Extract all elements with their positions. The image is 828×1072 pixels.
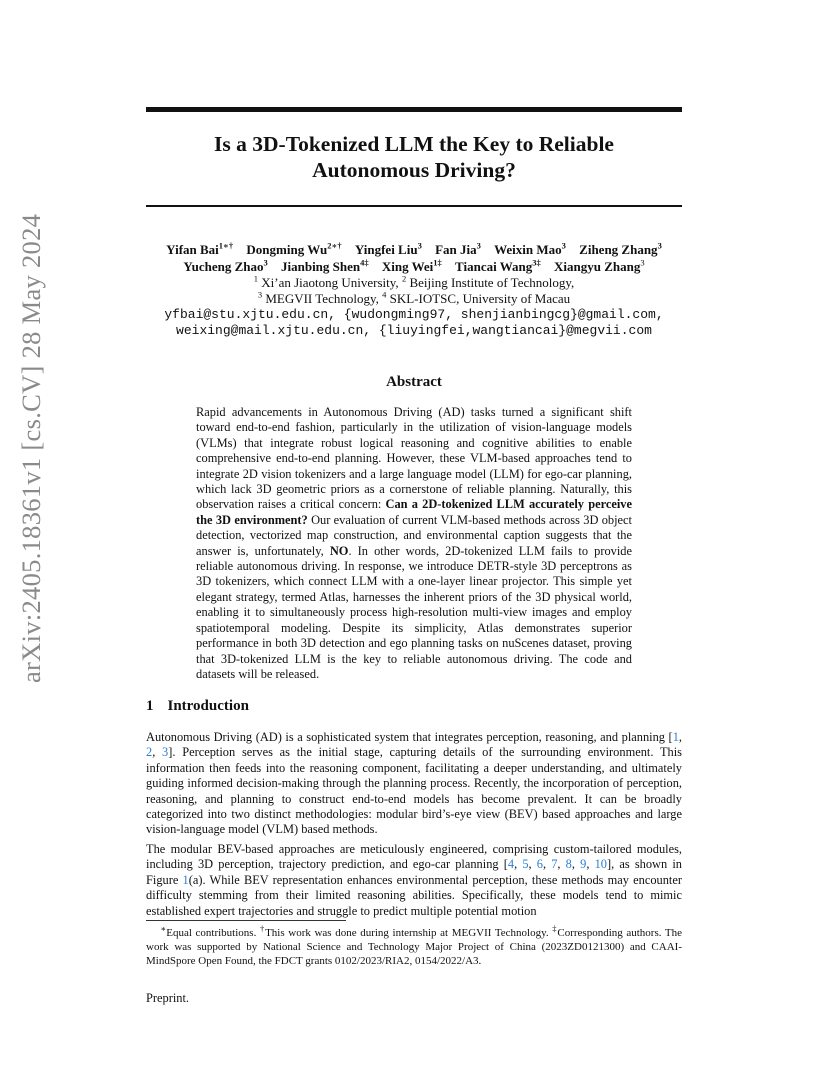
author: Fan Jia$^3$ bbox=[435, 240, 481, 257]
author: Ziheng Zhang$^3$ bbox=[579, 240, 662, 257]
author: Yucheng Zhao$^3$ bbox=[183, 257, 268, 274]
affiliation-line-2: $^3$ MEGVII Technology, $^4$ SKL-IOTSC, University of Macau bbox=[257, 289, 571, 306]
arxiv-stamp: arXiv:2405.18361v1 [cs.CV] 28 May 2024 bbox=[16, 213, 46, 683]
citation-link[interactable]: 2 bbox=[146, 745, 153, 760]
author: Xing Wei$^{1\ddagger}$ bbox=[381, 257, 442, 274]
citation-link[interactable]: 6 bbox=[536, 857, 543, 872]
abstract-heading: Abstract bbox=[386, 374, 442, 390]
author: Weixin Mao$^3$ bbox=[494, 240, 566, 257]
email-line-1: yfbai@stu.xjtu.edu.cn, {wudongming97, shenjianbingcg}@gmail.com, bbox=[164, 307, 664, 322]
section-heading: 1 Introduction bbox=[146, 698, 249, 714]
intro-paragraph-2: The modular BEV-based approaches are meticulously engineered, comprising custom-tailored modules, including 3D perception, trajectory prediction, and ego-car planning [4, 5, 6, 7, 8, 9, 10], as shown in Figure 1(a). While BEV representation enhances environmental perception, these methods may encounter difficulty stemming from their limited reasoning abilities. Specifically, these models tend to mimic established expert trajectories and struggle to predict multiple potential motion bbox=[146, 842, 682, 918]
citation-link[interactable]: 7 bbox=[551, 857, 558, 872]
email-line-2: weixing@mail.xjtu.edu.cn, {liuyingfei,wangtiancai}@megvii.com bbox=[176, 323, 652, 338]
citation-link[interactable]: 10 bbox=[594, 857, 607, 872]
author: Yifan Bai$^{1∗\dagger}$ bbox=[166, 240, 234, 257]
abstract-answer: NO bbox=[329, 543, 349, 558]
paper-title bbox=[146, 131, 682, 183]
citation-link[interactable]: 5 bbox=[522, 857, 529, 872]
author-line-2 bbox=[120, 258, 708, 276]
footnote-rule bbox=[146, 920, 346, 921]
title-line-2: Autonomous Driving? bbox=[312, 158, 516, 182]
citation-link[interactable]: 1 bbox=[672, 730, 679, 744]
citation-link[interactable]: 3 bbox=[162, 745, 169, 760]
author: Jianbing Shen$^{4\ddagger}$ bbox=[281, 257, 369, 274]
title-line-1: Is a 3D-Tokenized LLM the Key to Reliable bbox=[214, 132, 614, 156]
intro-paragraph-1: Autonomous Driving (AD) is a sophisticated system that integrates perception, reasoning, and planning [1, 2, 3]. Perception serves as the initial stage, capturing details of the surrounding environment. This information then feeds into the reasoning component, facilitating a deeper understanding, and ultimately guiding informed decision-making through the planning process. Recently, the incorporation of perception, reasoning, and planning to construct end-to-end models has become prevalent. It can be broadly categorized into two distinct methodologies: modular bird’s-eye view (BEV) based approaches and large vision-language model (VLM) based methods. bbox=[146, 730, 682, 837]
citation-link[interactable]: 9 bbox=[580, 857, 587, 872]
affiliation-line-1: $^1$ Xi’an Jiaotong University, $^2$ Beijing Institute of Technology, bbox=[253, 273, 575, 290]
preprint-label: Preprint. bbox=[146, 991, 190, 1005]
author-line-1 bbox=[120, 241, 708, 259]
title-bottom-rule bbox=[146, 205, 682, 207]
abstract-body: Rapid advancements in Autonomous Driving (AD) tasks turned a significant shift toward end-to-end fashion, particularly in the utilization of vision-language models (VLMs) that integrate robust logical reasoning and cognitive abilities to enable comprehensive end-to-end planning. However, these VLM-based approaches tend to integrate 2D vision tokenizers and a large language model (LLM) for ego-car planning, which lack 3D geometric priors as a cornerstone of reliable planning. Naturally, this observation raises a critical concern: Can a 2D-tokenized LLM accurately perceive the 3D environment? Our evaluation of current VLM-based methods across 3D object detection, vectorized map construction, and environmental caption suggests that the answer is, unfortunately, NO. In other words, 2D-tokenized LLM fails to provide reliable autonomous driving. In response, we introduce DETR-style 3D perceptrons as 3D tokenizers, which connect LLM with a one-layer linear projector. This simple yet elegant strategy, termed Atlas, harnesses the inherent priors of the 3D physical world, enabling it to simultaneously process high-resolution multi-view images and employ spatiotemporal modeling. Despite its simplicity, Atlas demonstrates superior performance in both 3D detection and ego planning tasks on nuScenes dataset, proving that 3D-tokenized LLM is the key to reliable autonomous driving. The code and datasets will be released. bbox=[196, 405, 633, 681]
author: Dongming $Wu^{2∗\dagger}$ bbox=[246, 240, 342, 257]
abstract-question: Can a 2D-tokenized LLM accurately perceive the 3D environment? bbox=[196, 497, 632, 527]
citation-link[interactable]: 4 bbox=[507, 857, 515, 872]
citation-link[interactable]: 8 bbox=[565, 857, 572, 872]
title-top-rule bbox=[146, 107, 682, 112]
author: Tiancai Wang$^{3\ddagger}$ bbox=[455, 257, 541, 274]
figure-link[interactable]: 1 bbox=[182, 872, 189, 887]
author: Yingfei Liu$^3$ bbox=[354, 240, 422, 257]
footnote: ∗Equal contributions. †This work was done during internship at MEGVII Technology. ‡Corresponding authors. The work was supported by National Science and Technology Major Project of China (2023ZD0121300) and CAAI-MindSpore Open Found, the FDCT grants 0102/2023/RIA2, 0154/2022/A3. bbox=[146, 923, 683, 967]
author: Xiangyu Zhang$^3$ bbox=[553, 257, 645, 274]
